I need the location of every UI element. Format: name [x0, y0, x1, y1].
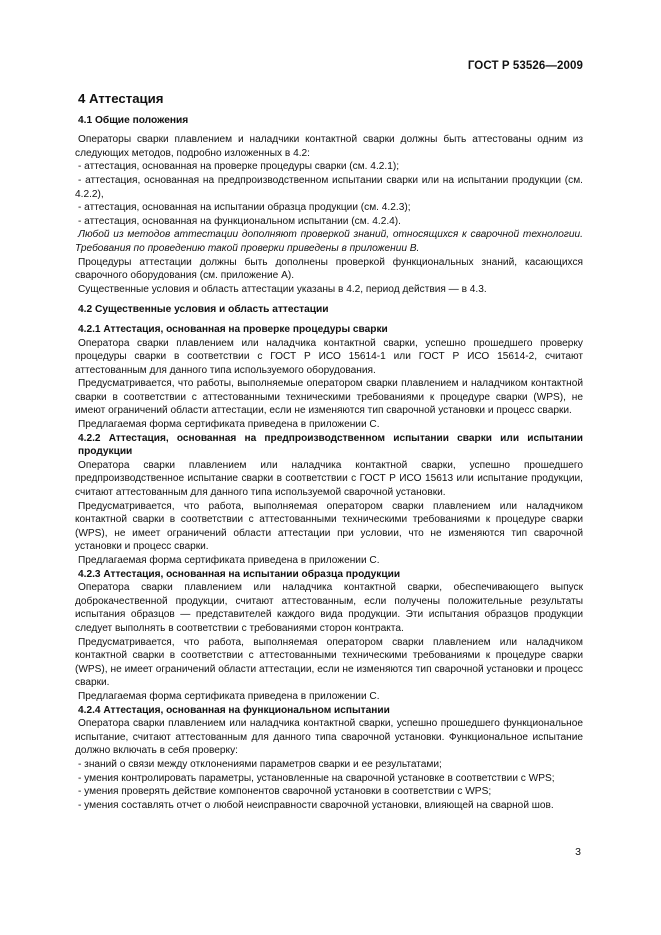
section-4-1-intro: Операторы сварки плавлением и наладчики контактной сварки должны быть аттестованы одним из следующих методов, подробно изложенных в 4.2: [75, 134, 583, 159]
section-4-2-2-paragraph: Предлагаемая форма сертификата приведена в приложении С. [78, 555, 380, 566]
list-item: - аттестация, основанная на испытании образца продукции (см. 4.2.3); [78, 202, 411, 214]
page-content [75, 92, 583, 812]
section-4-2-1-paragraph: Предлагаемая форма сертификата приведена в приложении С. [78, 419, 380, 431]
list-item: - знаний о связи между отклонениями параметров сварки и ее результатами; [78, 758, 442, 770]
section-4-2-2-paragraph: Оператора сварки плавлением или наладчика контактной сварки, успешно прошедшего предпроизводственное испытание сварки в соответствии с ГОСТ Р ИСО 15613 или испытание продукции, считают аттестованным для данного типа используемой сварочной установки. [75, 459, 583, 499]
section-4-1-title: 4.1 Общие положения [78, 114, 189, 126]
section-4-2-1-paragraph: Оператора сварки плавлением или наладчика контактной сварки, успешно прошедшего проверку процедуры сварки в соответствии с ГОСТ Р ИСО 15614-1 или ГОСТ Р ИСО 15614-2, считают аттестованным для данного типа используемого оборудования. [75, 337, 583, 376]
list-item: - аттестация, основанная на функциональном испытании (см. 4.2.4). [78, 215, 401, 227]
list-item: - умения составлять отчет о любой неисправности сварочной установки, влияющей на сварной шов. [78, 799, 554, 811]
section-4-1-note: Любой из методов аттестации дополняют проверкой знаний, относящихся к сварочной технологии. Требования по проведению такой проверки приведены в приложении B. [75, 229, 583, 254]
section-4-2-1-paragraph: Предусматривается, что работы, выполняемые оператором сварки плавлением и наладчиком контактной сварки в соответствии с аттестованными техническими требованиями к процедуре сварки (WPS), не имеют ограничений области аттестации, если не изменяются тип сварочной установки и процесс сварки. [75, 378, 583, 417]
section-4-2-3-paragraph: Предусматривается, что работа, выполняемая оператором сварки плавлением или наладчиком контактной сварки в соответствии с аттестованными техническими требованиями к процедуре сварки (WPS), не имеет ограничений области аттестации, если не изменяются тип сварочной установки и процесс сварки. [75, 636, 583, 689]
section-4-title: 4 Аттестация [78, 91, 164, 106]
section-4-2-title: 4.2 Существенные условия и область аттестации [78, 304, 329, 316]
page-number: 3 [575, 846, 581, 858]
section-4-2-1-title: 4.2.1 Аттестация, основанная на проверке процедуры сварки [78, 323, 388, 335]
section-4-2-3-title: 4.2.3 Аттестация, основанная на испытании образца продукции [78, 568, 401, 580]
list-item: - аттестация, основанная на предпроизводственном испытании сварки или на испытании продукции (см. 4.2.2), [75, 174, 583, 200]
section-4-2-3-paragraph: Оператора сварки плавлением или наладчика контактной сварки, обеспечивающего выпуск доброкачественной продукции, считают аттестованным, если получены положительные результаты испытания образцов — представителей каждого вида продукции. Эти испытания образцов продукции следует выполнять в соответствии с требованиями сторон контракта. [75, 582, 583, 634]
section-4-2-3-paragraph: Предлагаемая форма сертификата приведена в приложении С. [78, 690, 380, 702]
section-4-2-2-paragraph: Предусматривается, что работа, выполняемая оператором сварки плавлением или наладчиком контактной сварки в соответствии с аттестованными техническими требованиями к процедуре сварки (WPS), не имеет ограничений области аттестации при условии, что не изменяются тип сварочной установки и процесс сварки. [75, 500, 583, 553]
section-4-2-4-paragraph: Оператора сварки плавлением или наладчика контактной сварки, успешно прошедшего функциональное испытание, считают аттестованным для данного типа сварочной установки. Функциональное испытание должно включать в себя проверку: [75, 718, 583, 757]
section-4-1-paragraph: Процедуры аттестации должны быть дополнены проверкой функциональных знаний, касающихся сварочного оборудования (см. приложение А). [75, 256, 583, 282]
list-item: - умения проверять действие компонентов сварочной установки в соответствии с WPS; [78, 786, 492, 798]
list-item: - умения контролировать параметры, установленные на сварочной установке в соответствии с WPS; [78, 772, 555, 784]
list-item: - аттестация, основанная на проверке процедуры сварки (см. 4.2.1); [78, 161, 400, 173]
section-4-2-2-title: 4.2.2 Аттестация, основанная на предпроизводственном испытании сварки или испытании продукции [78, 432, 583, 458]
section-4-1-paragraph: Существенные условия и область аттестации указаны в 4.2, период действия — в 4.3. [78, 283, 487, 295]
section-4-2-4-title: 4.2.4 Аттестация, основанная на функциональном испытании [78, 704, 390, 716]
standard-header: ГОСТ Р 53526—2009 [467, 60, 583, 72]
